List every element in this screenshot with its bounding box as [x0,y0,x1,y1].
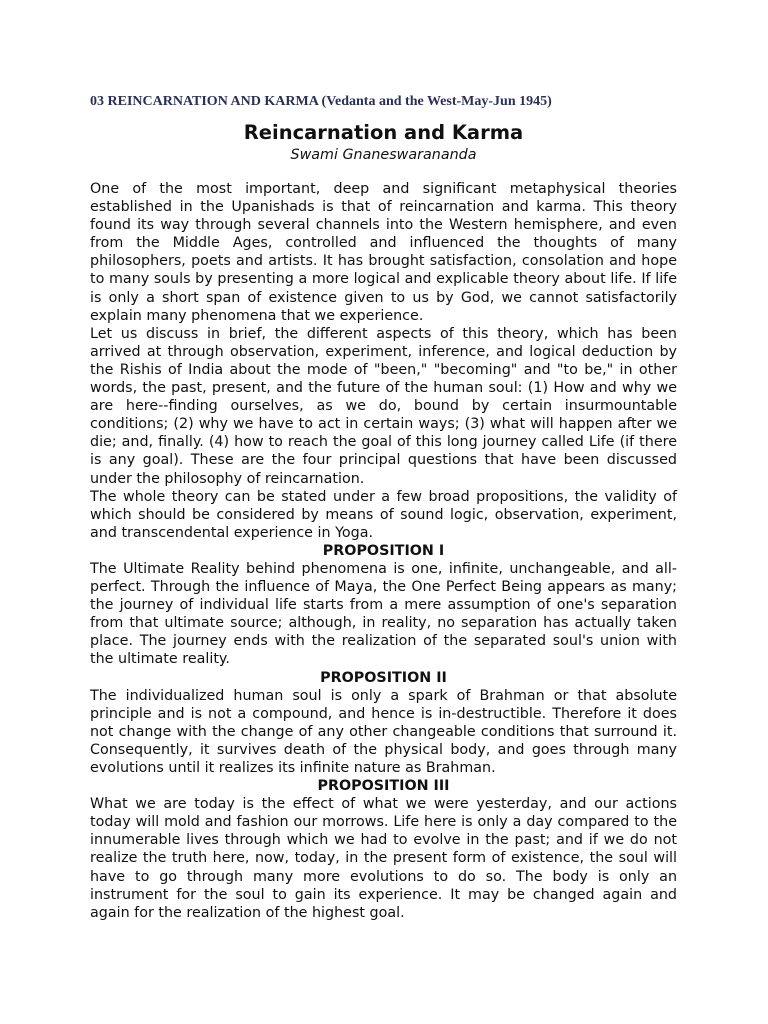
proposition-2-text: The individualized human soul is only a spark of Brahman or that absolute principle and is not a compound, and hence is in-destructible. Therefore it does not change with the change of any other changeable conditions that surround it. Consequently, it survives death of the physical body, and goes through many evolutions until it realizes its infinite nature as Brahman. [90,687,677,776]
proposition-3-text: What we are today is the effect of what we were yesterday, and our actions today will mold and fashion our morrows. Life here is only a day compared to the innumerable lives through which we had to evolve in the past; and if we do not realize the truth here, now, today, in the present form of existence, the soul will have to go through many more evolutions to do so. The body is only an instrument for the soul to gain its experience. It may be changed again and again for the realization of the highest goal. [90,796,677,921]
document-page [90,92,677,922]
proposition-2-heading: PROPOSITION II [320,669,447,686]
article-title: Reincarnation and Karma [243,121,524,144]
paragraph-aspects: Let us discuss in brief, the different aspects of this theory, which has been arrived at through observation, experiment, inference, and logical deduction by the Rishis of India about the mode of "been," "becoming" and "to be," in other words, the past, present, and the future of the human soul: (1) How and why we are here--finding ourselves, as we do, bound by certain insurmountable conditions; (2) why we have to act in certain ways; (3) what will happen after we die; and, finally. (4) how to reach the goal of this long journey called Life (if there is any goal). These are the four principal questions that have been discussed under the philosophy of reincarnation. [90,325,677,487]
article-author: Swami Gnaneswarananda [290,147,477,163]
paragraph-propositions-intro: The whole theory can be stated under a few broad propositions, the validity of which should be considered by means of sound logic, observation, experiment, and transcendental experience in Yoga. [90,488,677,541]
proposition-1-heading: PROPOSITION I [322,542,445,559]
document-header-line: 03 REINCARNATION AND KARMA (Vedanta and the West-May-Jun 1945) [90,94,552,109]
proposition-1-text: The Ultimate Reality behind phenomena is one, infinite, unchangeable, and all-perfect. Through the influence of Maya, the One Perfect Being appears as many; the journey of individual life starts from a mere assumption of one's separation from that ultimate source; although, in reality, no separation has actually taken place. The journey ends with the realization of the separated soul's union with the ultimate reality. [90,560,677,668]
paragraph-intro: One of the most important, deep and significant metaphysical theories established in the Upanishads is that of reincarnation and karma. This theory found its way through several channels into the Western hemisphere, and even from the Middle Ages, controlled and influenced the thoughts of many philosophers, poets and artists. It has brought satisfaction, consolation and hope to many souls by presenting a more logical and explicable theory about life. If life is only a short span of existence given to us by God, we cannot satisfactorily explain many phenomena that we experience. [90,181,677,324]
proposition-3-heading: PROPOSITION III [317,778,450,795]
